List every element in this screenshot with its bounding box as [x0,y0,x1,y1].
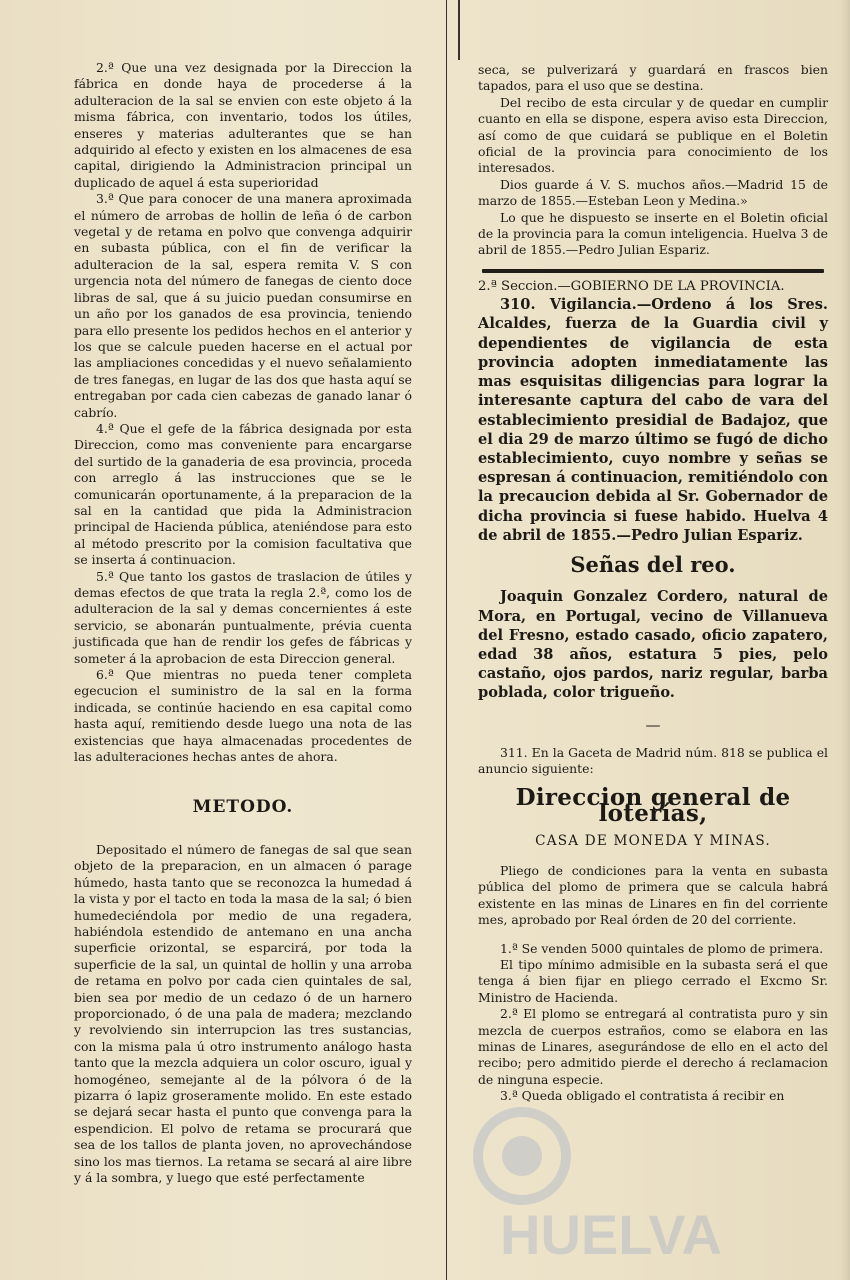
condition-1-paragraph: 1.ª Se venden 5000 quintales de plomo de primera. [500,940,824,956]
pliego-paragraph: Pliego de condiciones para la venta en subasta pública del plomo de primera que se calcula habrá existente en las minas de Linares en fin del corriente mes, aprobado por Real órden de 20 del corriente. [478,862,828,928]
rule-3-paragraph: 3.ª Que para conocer de una manera aproximada el número de arrobas de hollin de leña ó de carbon vegetal y de retama en polvo que convenga adquirir en subasta pública, con el fin de verificar la adulteracion de la sal, espera remita V. S con urgencia nota del número de fanegas de ciento doce libras de sal, que á su juicio puedan consumirse en un año por los ganados de esa provincia, teniendo para ello presente los pedidos hechos en el anterior y los que se calcule pueden hacerse en el actual por las ampliaciones concedidas y el nuevo señalamiento de tres fanegas, en lugar de las dos que hasta aquí se entregaban por cada cien cabezas de ganado lanar ó cabrío. [74,191,412,420]
continuation-paragraph: seca, se pulverizará y guardará en frascos bien tapados, para el uso que se destina. [478,62,828,94]
signature-paragraph: Dios guarde á V. S. muchos años.—Madrid 15 de marzo de 1855.—Esteban Leon y Medina.» [478,176,828,209]
casa-moneda-subheading: CASA DE MONEDA Y MINAS. [535,832,771,849]
section-heading: 2.ª Seccion.—GOBIERNO DE LA PROVINCIA. [478,278,785,294]
condition-2-paragraph: 2.ª El plomo se entregará al contratista puro y sin mezcla de cuerpos estraños, como se elabora en las minas de Linares, asegurándose de ello en el acto del recibo; pero admitido pierde el derecho á reclamacion de ninguna especie. [478,1006,828,1087]
column-divider [446,0,447,1280]
separator-dash: — [645,715,661,734]
receipt-paragraph: Del recibo de esta circular y de quedar en cumplir cuanto en ella se dispone, espera aviso esta Direccion, así como de que cuidará se publique en el Boletin oficial de la provincia para conocimiento de los interesados. [478,94,828,176]
vigilancia-paragraph: 310. Vigilancia.—Ordeno á los Sres. Alcaldes, fuerza de la Guardia civil y dependientes de vigilancia de esta provincia adopten inmediatamente las mas esquisitas diligencias para lograr la interesante captura del cabo de vara del establecimiento presidial de Badajoz, que el dia 29 de marzo último se fugó de dicho establecimiento, cuyo nombre y señas se espresan á continuacion, remitiéndolo con la precaucion debida al Sr. Gobernador de dicha provincia si fuese habido. Huelva 4 de abril de 1855.—Pedro Julian Espariz. [478,296,828,544]
rule-4-paragraph: 4.ª Que el gefe de la fábrica designada por esta Direccion, como mas conveniente para encargarse del surtido de la ganaderia de esa provincia, proceda con arreglo á las instrucciones que se le comunicarán oportunamente, á la preparacion de la sal en la cantidad que pida la Administracion principal de Hacienda pública, ateniéndose para esto al método prescrito por la comision facultativa que se inserta á continuacion. [74,420,412,568]
rule-5-paragraph: 5.ª Que tanto los gastos de traslacion de útiles y demas efectos de que trata la regla 2.ª, como los de adulteracion de la sal y demas concernientes á este servicio, se abonarán puntualmente, prévia cuenta justificada que han de rendir los gefes de fábricas y someter á la aprobacion de esta Direccion general. [74,568,412,666]
senas-paragraph: Joaquin Gonzalez Cordero, natural de Mora, en Portugal, vecino de Villanueva del Fresno, estado casado, oficio zapatero, edad 38 años, estatura 5 pies, pelo castaño, ojos pardos, nariz regular, barba poblada, color trigueño. [478,588,828,702]
senas-heading: Señas del reo. [570,551,736,577]
watermark-text: HUELVA [500,1203,722,1266]
condition-1b-paragraph: El tipo mínimo admisible en la subasta será el que tenga á bien fijar en pliego cerrado el Excmo Sr. Ministro de Hacienda. [478,957,828,1005]
loterias-heading: Direccion general de loterías, [515,783,791,828]
rule-2-paragraph: 2.ª Que una vez designada por la Direccion la fábrica en donde haya de procederse á la adulteracion de la sal se envien con este objeto á la misma fábrica, con inventario, todos los útiles, enseres y materias adulterantes que se han adquirido al efecto y existen en los almacenes de esa capital, dirigiendo la Administracion principal un duplicado de aquel á esta superioridad [74,60,412,190]
metodo-heading: METODO. [192,797,294,818]
rule-6-paragraph: 6.ª Que mientras no pueda tener completa egecucion el suministro de la sal en la forma indicada, se continúe haciendo en esa capital como hasta aquí, remitiendo desde luego una nota de las existencias que haya almacenadas procedentes de las adulteraciones hechas antes de ahora. [74,667,412,765]
page-edge-shadow [840,0,850,1280]
metodo-paragraph: Depositado el número de fanegas de sal que sean objeto de la preparacion, en un almacen ó parage húmedo, hasta tanto que se reconozca la humedad á la vista y por el tacto en toda la masa de la sal; ó bien humedeciéndola por medio de una regadera, habiéndola estendido de antemano en una ancha superficie orizontal, se esparcirá, por toda la superficie de la sal, un quintal de hollin y una arroba de retama en polvo por cada cien quintales de sal, bien sea por medio de un cedazo ó de un harnero proporcionado, ó de una pala de madera; mezclando y revolviendo sin interrupcion las tres sustancias, con la misma pala ú otro instrumento análogo hasta tanto que la mezcla adquiera un color oscuro, igual y homogéneo, semejante al de la pólvora ó de la pizarra ó lapiz groseramente molido. En este estado se dejará secar hasta el punto que convenga para la espendicion. El polvo de retama se procurará que sea de los tallos de planta joven, no aprovechándose sino los mas tiernos. La retama se secará al aire libre y á la sombra, y luego que esté perfectamente [74,841,413,1185]
left-column [74,60,412,1262]
publication-order-paragraph: Lo que he dispuesto se inserte en el Boletin oficial de la provincia para la comun inteligencia. Huelva 3 de abril de 1855.—Pedro Julian Espariz. [478,209,828,258]
right-column [478,62,828,1262]
gaceta-paragraph: 311. En la Gaceta de Madrid núm. 818 se publica el anuncio siguiente: [478,744,828,777]
top-column-divider [458,0,460,60]
condition-3-paragraph: 3.ª Queda obligado el contratista á recibir en [500,1088,785,1104]
section-separator [482,269,824,273]
